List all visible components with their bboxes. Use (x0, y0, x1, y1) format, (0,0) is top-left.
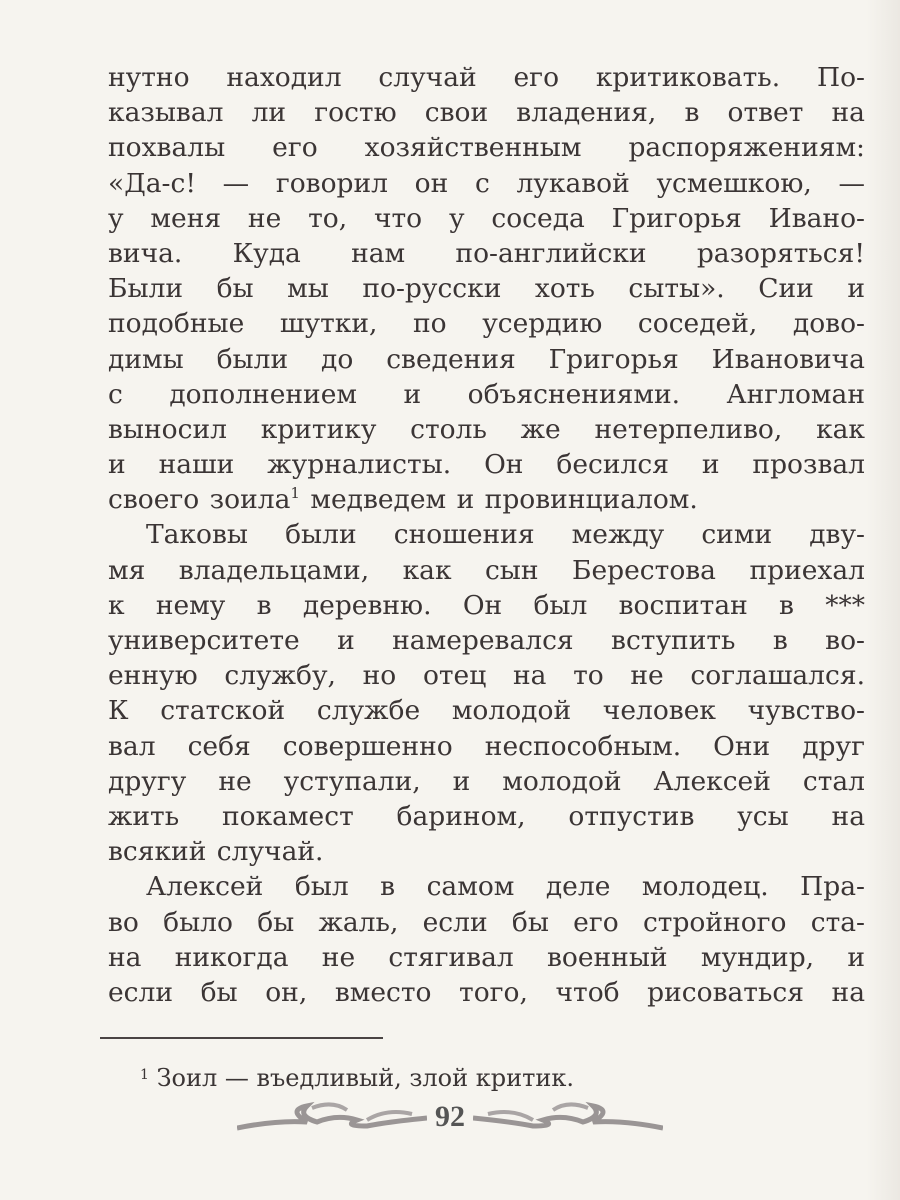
text-line: вича. Куда нам по-английски разоряться! (108, 237, 865, 269)
text-line: жить покамест барином, отпустив усы на (108, 800, 865, 832)
left-ornament-icon (237, 1100, 427, 1134)
text-line: выносил критику столь же нетерпеливо, как (108, 413, 865, 445)
text-line: подобные шутки, по усердию соседей, дово- (108, 308, 865, 340)
footnote (140, 1064, 574, 1092)
text-line: К статской службе молодой человек чувство- (108, 695, 865, 727)
text-line: Алексей был в самом деле молодец. Пра- (146, 871, 865, 903)
body-text (108, 60, 865, 1010)
text-line: на никогда не стягивал военный мундир, и (108, 941, 865, 973)
text-line: и наши журналисты. Он бесился и прозвал (108, 449, 865, 481)
footnote-divider (100, 1037, 383, 1039)
text-line: мя владельцами, как сын Берестова приехал (108, 554, 865, 586)
footnote-reference: 1 (290, 484, 300, 503)
text-line: димы были до сведения Григорья Ивановича (108, 343, 865, 375)
text-line: с дополнением и объяснениями. Англоман (108, 378, 865, 410)
text-line: похвалы его хозяйственным распоряжениям: (108, 132, 865, 164)
text-line: нутно находил случай его критиковать. По- (108, 62, 865, 93)
text-line (108, 482, 865, 517)
text-line: Таковы были сношения между сими дву- (146, 519, 865, 551)
text-line: Были бы мы по-русски хоть сыты». Сии и (108, 273, 865, 305)
text-line: во было бы жаль, если бы его стройного ста- (108, 906, 865, 938)
footnote-text: Зоил — въедливый, злой критик. (156, 1064, 575, 1092)
footnote-marker: 1 (140, 1067, 149, 1083)
text-line: «Да-с! — говорил он с лукавой усмешкою, — (108, 167, 865, 199)
text-segment: медведем и провинциалом. (299, 484, 698, 516)
text-line: вал себя совершенно неспособным. Они друг (108, 730, 865, 762)
text-line: казывал ли гостю свои владения, в ответ на (108, 97, 865, 129)
right-ornament-icon (473, 1100, 663, 1134)
page-number: 92 (435, 1100, 465, 1133)
text-line: к нему в деревню. Он был воспитан в *** (108, 589, 865, 621)
page-edge-shadow (866, 0, 900, 1200)
text-line: если бы он, вместо того, чтоб рисоваться на (108, 976, 865, 1008)
text-line: у меня не то, что у соседа Григорья Ивано- (108, 202, 865, 234)
text-line: енную службу, но отец на то не соглашался. (108, 660, 865, 692)
text-line: университете и намеревался вступить в во- (108, 625, 865, 656)
text-line: другу не уступали, и молодой Алексей стал (108, 765, 865, 797)
page-footer (0, 1100, 900, 1134)
text-segment: своего зоила (108, 484, 291, 516)
text-line: всякий случай. (108, 836, 324, 868)
